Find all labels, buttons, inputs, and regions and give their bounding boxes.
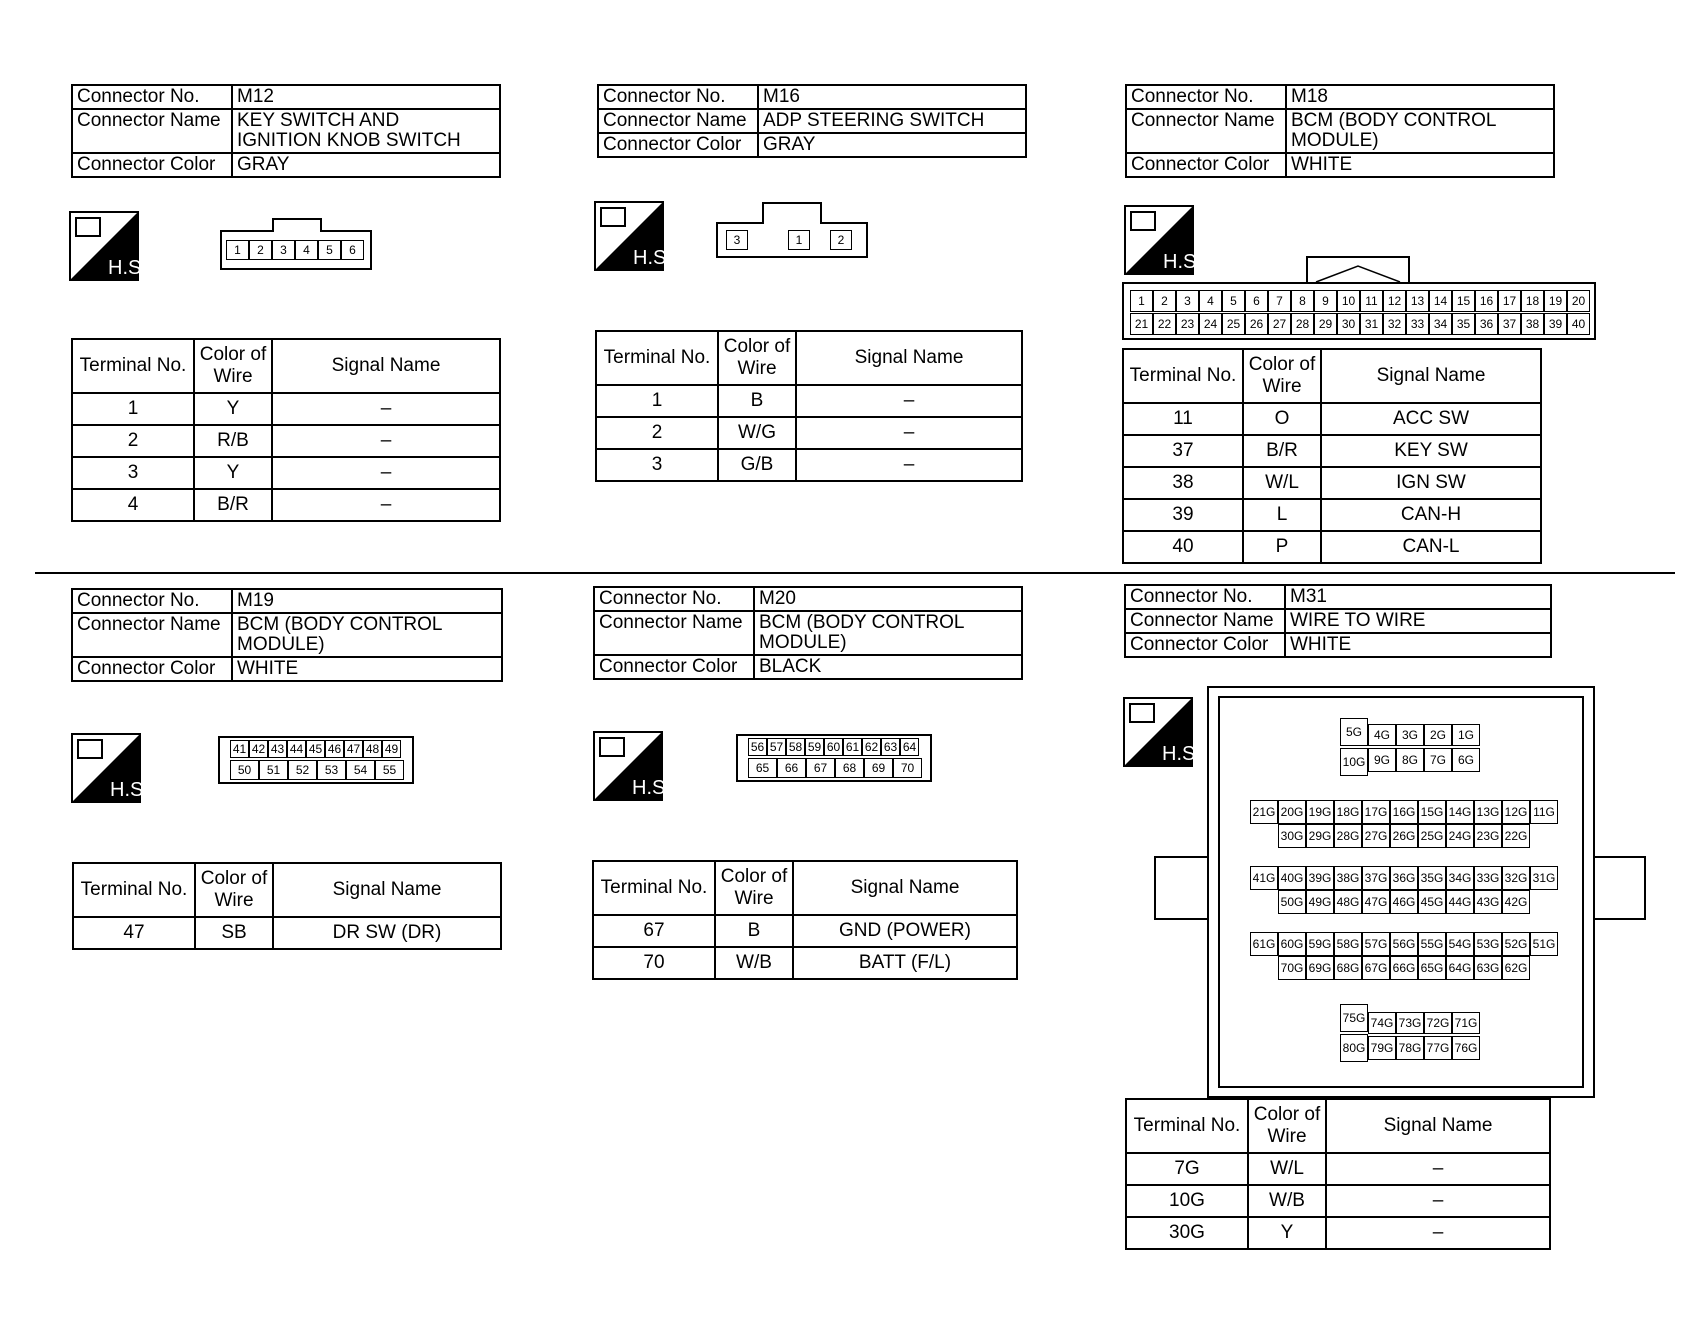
pin: 37 [1498,313,1521,335]
header-color-of-wire: Color of Wire [195,863,273,917]
table-row: 10G W/B – [1126,1185,1550,1217]
header-terminal-no: Terminal No. [72,339,194,393]
pin: 2 [249,240,272,260]
pin: 45 [306,740,325,758]
pin: 1 [1130,290,1153,312]
connector-color-label: Connector Color [1125,633,1285,657]
pin: 70 [893,758,922,778]
pin: 3G [1396,724,1424,746]
header-terminal-no: Terminal No. [73,863,195,917]
pin-row [1130,313,1590,335]
connector-color: GRAY [758,133,1026,157]
connector-no-label: Connector No. [598,85,758,109]
table-row: 1 B – [596,385,1022,417]
connector-side-tab-right [1586,856,1646,920]
pin: 4 [295,240,318,260]
pin: 63 [881,738,900,756]
connector-name: ADP STEERING SWITCH [758,109,1026,133]
pin: 14G [1446,800,1474,824]
pin: 28G [1334,824,1362,848]
pin: 1G [1452,724,1480,746]
terminal-table [595,330,1023,482]
connector-name: KEY SWITCH AND IGNITION KNOB SWITCH [232,109,500,153]
pin: 31G [1530,866,1558,890]
pin: 22 [1153,313,1176,335]
connector-name: BCM (BODY CONTROL MODULE) [1286,109,1554,153]
connector-color-label: Connector Color [594,655,754,679]
pin: 67 [806,758,835,778]
svg-text:H.S.: H.S. [633,247,672,269]
pin: 2 [830,230,852,250]
connector-color: WHITE [232,657,502,681]
header-terminal-no: Terminal No. [596,331,718,385]
table-row: 37 B/R KEY SW [1123,435,1541,467]
pin: 53G [1474,932,1502,956]
pin: 17G [1362,800,1390,824]
pin-row [726,230,852,250]
pin: 5G [1340,718,1368,746]
terminal-table [592,860,1018,980]
pin: 25G [1418,824,1446,848]
pin: 52 [288,760,317,780]
table-row: 11 O ACC SW [1123,403,1541,435]
pin: 57G [1362,932,1390,956]
connector-no-label: Connector No. [72,85,232,109]
pin: 13G [1474,800,1502,824]
pin: 38G [1334,866,1362,890]
connector-no: M16 [758,85,1026,109]
pin: 60G [1278,932,1306,956]
pin-row [226,240,364,260]
pin: 19 [1544,290,1567,312]
svg-text:H.S.: H.S. [632,777,671,799]
pin: 16G [1390,800,1418,824]
connector-name-label: Connector Name [72,613,232,657]
connector-name: BCM (BODY CONTROL MODULE) [754,611,1022,655]
pin: 48G [1334,890,1362,914]
connector-color-label: Connector Color [72,657,232,681]
connector-no-label: Connector No. [1125,585,1285,609]
connector-no: M12 [232,85,500,109]
connector-info-table [1124,584,1552,658]
svg-text:H.S.: H.S. [108,257,147,279]
pin: 24 [1199,313,1222,335]
pin: 18G [1334,800,1362,824]
table-row: 3 G/B – [596,449,1022,481]
header-signal-name: Signal Name [272,339,500,393]
pin: 36G [1390,866,1418,890]
hs-icon [1125,206,1202,274]
pin: 32G [1502,866,1530,890]
pin: 43 [268,740,287,758]
pin: 4G [1368,724,1396,746]
pin: 33G [1474,866,1502,890]
pin: 1 [788,230,810,250]
header-signal-name: Signal Name [793,861,1017,915]
pin: 11 [1360,290,1383,312]
pin: 66G [1390,956,1418,980]
pin-row [1250,932,1558,956]
pin: 6 [1245,290,1268,312]
pin: 31 [1360,313,1383,335]
pin: 69G [1306,956,1334,980]
pin: 38 [1521,313,1544,335]
pin: 3 [1176,290,1199,312]
pin: 41G [1250,866,1278,890]
pin: 30 [1337,313,1360,335]
connector-info-table [593,586,1023,680]
connector-color: GRAY [232,153,500,177]
header-color-of-wire: Color of Wire [194,339,272,393]
table-row: 1 Y – [72,393,500,425]
pin: 55 [375,760,404,780]
pin: 80G [1340,1034,1368,1062]
pin: 35 [1452,313,1475,335]
header-terminal-no: Terminal No. [1126,1099,1248,1153]
pin-row [1250,800,1558,824]
connector-latch [762,202,822,224]
table-row: 70 W/B BATT (F/L) [593,947,1017,979]
pin: 35G [1418,866,1446,890]
connector-color-label: Connector Color [598,133,758,157]
pin: 54 [346,760,375,780]
pin: 9 [1314,290,1337,312]
pin-row [230,760,404,780]
pin: 4 [1199,290,1222,312]
header-signal-name: Signal Name [1326,1099,1550,1153]
pin-row [748,758,922,778]
pin: 51G [1530,932,1558,956]
pin: 15 [1452,290,1475,312]
pin: 15G [1418,800,1446,824]
pin: 65G [1418,956,1446,980]
pin: 40G [1278,866,1306,890]
pin-row [1250,866,1558,890]
pin: 23G [1474,824,1502,848]
pin: 30G [1278,824,1306,848]
pin: 73G [1396,1012,1424,1034]
pin: 33 [1406,313,1429,335]
pin: 12G [1502,800,1530,824]
pin: 32 [1383,313,1406,335]
header-signal-name: Signal Name [796,331,1022,385]
pin-row [1368,1012,1480,1034]
connector-name: WIRE TO WIRE [1285,609,1551,633]
pin-row [1368,1036,1480,1060]
pin: 78G [1396,1036,1424,1060]
connector-info-table [71,84,501,178]
pin: 44 [287,740,306,758]
pin: 44G [1446,890,1474,914]
pin: 21G [1250,800,1278,824]
latch-chevron [1312,260,1404,284]
pin: 68 [835,758,864,778]
pin: 69 [864,758,893,778]
pin: 60 [824,738,843,756]
pin-row [1278,956,1530,980]
header-color-of-wire: Color of Wire [718,331,796,385]
pin: 67G [1362,956,1390,980]
pin: 64 [900,738,919,756]
pin: 2 [1153,290,1176,312]
pin: 57 [767,738,786,756]
pin: 61 [843,738,862,756]
pin: 54G [1446,932,1474,956]
svg-text:H.S.: H.S. [1163,251,1202,273]
pin: 29G [1306,824,1334,848]
pin: 52G [1502,932,1530,956]
pin: 62 [862,738,881,756]
svg-text:H.S.: H.S. [1162,743,1201,765]
pin: 53 [317,760,346,780]
pin: 14 [1429,290,1452,312]
pin: 41 [230,740,249,758]
connector-no-label: Connector No. [594,587,754,611]
connector-color: WHITE [1285,633,1551,657]
table-row: 67 B GND (POWER) [593,915,1017,947]
pin: 39G [1306,866,1334,890]
pin: 50G [1278,890,1306,914]
pin: 65 [748,758,777,778]
pin: 47 [344,740,363,758]
pin: 8 [1291,290,1314,312]
pin: 46 [325,740,344,758]
pin: 75G [1340,1004,1368,1032]
pin: 16 [1475,290,1498,312]
pin: 42 [249,740,268,758]
connector-color: WHITE [1286,153,1554,177]
pin: 68G [1334,956,1362,980]
pin: 7G [1424,748,1452,772]
pin: 6G [1452,748,1480,772]
pin: 43G [1474,890,1502,914]
pin: 46G [1390,890,1418,914]
hs-icon [1124,698,1201,766]
connector-name-label: Connector Name [594,611,754,655]
pin: 24G [1446,824,1474,848]
terminal-table [1122,348,1542,564]
pin: 77G [1424,1036,1452,1060]
pin: 3 [272,240,295,260]
pin: 51 [259,760,288,780]
pin: 28 [1291,313,1314,335]
pin: 47G [1362,890,1390,914]
header-signal-name: Signal Name [1321,349,1541,403]
pin: 18 [1521,290,1544,312]
pin: 66 [777,758,806,778]
connector-no: M18 [1286,85,1554,109]
connector-no: M20 [754,587,1022,611]
header-terminal-no: Terminal No. [1123,349,1243,403]
pin-row [1130,290,1590,312]
hs-icon [595,202,672,270]
header-color-of-wire: Color of Wire [1243,349,1321,403]
pin: 3 [726,230,748,250]
pin: 58G [1334,932,1362,956]
connector-name-label: Connector Name [598,109,758,133]
terminal-table [1125,1098,1551,1250]
connector-info-table [597,84,1027,158]
pin: 40 [1567,313,1590,335]
header-terminal-no: Terminal No. [593,861,715,915]
pin: 42G [1502,890,1530,914]
pin: 21 [1130,313,1153,335]
pin: 45G [1418,890,1446,914]
pin: 56 [748,738,767,756]
pin: 19G [1306,800,1334,824]
header-color-of-wire: Color of Wire [1248,1099,1326,1153]
hs-icon [70,212,147,280]
table-row: 39 L CAN-H [1123,499,1541,531]
pin: 34 [1429,313,1452,335]
connector-side-tab-left [1154,856,1210,920]
pin: 13 [1406,290,1429,312]
pin: 26G [1390,824,1418,848]
pin: 50 [230,760,259,780]
pin: 1 [226,240,249,260]
table-row: 7G W/L – [1126,1153,1550,1185]
horizontal-divider [35,572,1675,574]
connector-color: BLACK [754,655,1022,679]
pin: 76G [1452,1036,1480,1060]
connector-no: M31 [1285,585,1551,609]
table-row: 38 W/L IGN SW [1123,467,1541,499]
pin: 25 [1222,313,1245,335]
header-color-of-wire: Color of Wire [715,861,793,915]
connector-info-table [71,588,503,682]
pin: 17 [1498,290,1521,312]
pin: 12 [1383,290,1406,312]
connector-no-label: Connector No. [1126,85,1286,109]
pin: 27 [1268,313,1291,335]
pin: 59 [805,738,824,756]
pin: 5 [1222,290,1245,312]
pin: 61G [1250,932,1278,956]
pin-row [1368,748,1480,772]
pin-row [1278,824,1530,848]
pin: 9G [1368,748,1396,772]
pin: 48 [363,740,382,758]
pin: 23 [1176,313,1199,335]
pin: 79G [1368,1036,1396,1060]
table-row: 2 W/G – [596,417,1022,449]
pin: 7 [1268,290,1291,312]
pin: 5 [318,240,341,260]
svg-text:H.S.: H.S. [110,779,149,801]
pin: 70G [1278,956,1306,980]
pin: 58 [786,738,805,756]
pin: 2G [1424,724,1452,746]
pin-row [230,740,401,758]
table-row: 3 Y – [72,457,500,489]
pin: 49 [382,740,401,758]
table-row: 40 P CAN-L [1123,531,1541,563]
pin: 20 [1567,290,1590,312]
pin: 56G [1390,932,1418,956]
pin: 37G [1362,866,1390,890]
connector-latch [272,218,322,232]
connector-name-label: Connector Name [1125,609,1285,633]
pin: 11G [1530,800,1558,824]
pin: 63G [1474,956,1502,980]
pin: 36 [1475,313,1498,335]
pin: 26 [1245,313,1268,335]
pin: 74G [1368,1012,1396,1034]
table-row: 4 B/R – [72,489,500,521]
pin-row [1278,890,1530,914]
connector-name: BCM (BODY CONTROL MODULE) [232,613,502,657]
pin: 49G [1306,890,1334,914]
pin: 10 [1337,290,1360,312]
terminal-table [71,338,501,522]
pin: 64G [1446,956,1474,980]
terminal-table [72,862,502,950]
pin-row [1368,724,1480,746]
pin: 8G [1396,748,1424,772]
pin: 10G [1340,748,1368,776]
table-row: 47 SB DR SW (DR) [73,917,501,949]
connector-name-label: Connector Name [72,109,232,153]
pin: 34G [1446,866,1474,890]
pin-row [748,738,919,756]
pin: 27G [1362,824,1390,848]
connector-color-label: Connector Color [72,153,232,177]
connector-info-table [1125,84,1555,178]
table-row: 30G Y – [1126,1217,1550,1249]
pin: 71G [1452,1012,1480,1034]
pin: 29 [1314,313,1337,335]
pin: 55G [1418,932,1446,956]
table-row: 2 R/B – [72,425,500,457]
pin: 39 [1544,313,1567,335]
pin: 22G [1502,824,1530,848]
pin: 62G [1502,956,1530,980]
connector-name-label: Connector Name [1126,109,1286,153]
hs-icon [594,732,671,800]
connector-no-label: Connector No. [72,589,232,613]
pin: 20G [1278,800,1306,824]
pin: 72G [1424,1012,1452,1034]
hs-icon [72,734,149,802]
pin: 59G [1306,932,1334,956]
pin: 6 [341,240,364,260]
connector-no: M19 [232,589,502,613]
connector-color-label: Connector Color [1126,153,1286,177]
header-signal-name: Signal Name [273,863,501,917]
